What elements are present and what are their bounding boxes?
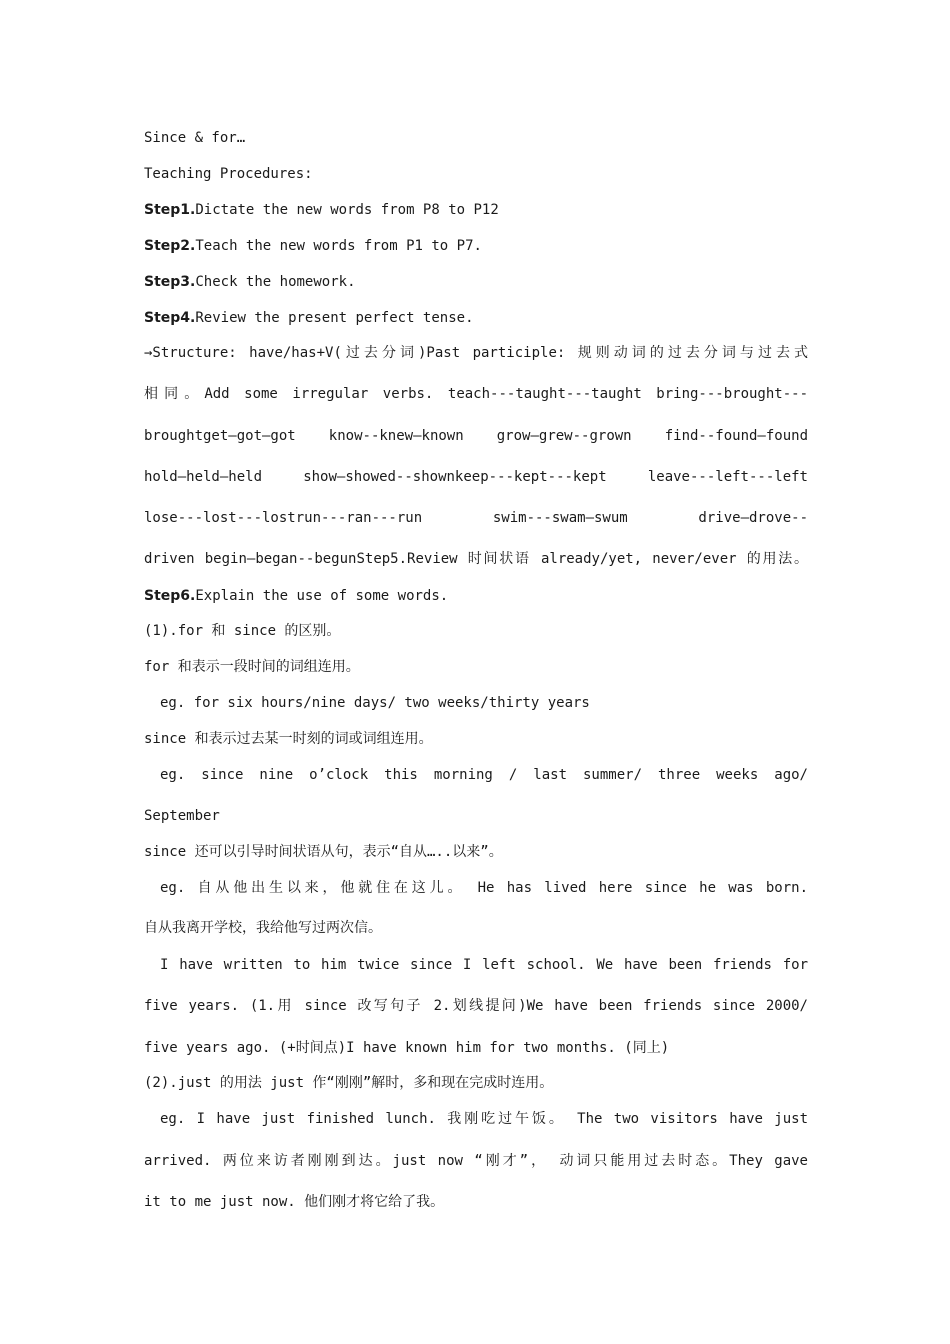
- step-1-text: Dictate the new words from P8 to P12: [195, 202, 499, 218]
- doc-title: Since & for…: [144, 130, 246, 146]
- step-4: [144, 308, 808, 328]
- written-line-2: five years. (1.用 since 改写句子 2.划线提问)We have been friends since 2000/: [144, 998, 808, 1014]
- since-clause-example: eg. 自从他出生以来，他就住在这儿。 He has lived here since he was born.: [160, 880, 808, 896]
- step-1: [144, 200, 808, 220]
- for-example: eg. for six hours/nine days/ two weeks/thirty years: [160, 695, 590, 711]
- step-6-label: Step6.: [144, 588, 196, 604]
- since-example-line-1: eg. since nine o’clock this morning / last summer/ three weeks ago/: [160, 767, 808, 783]
- just-heading: (2).just 的用法 just 作“刚刚”解时，多和现在完成时连用。: [144, 1075, 554, 1091]
- procedures-heading: Teaching Procedures:: [144, 166, 313, 182]
- structure-line-2: 相同。Add some irregular verbs. teach---taught---taught bring---brought---: [144, 386, 808, 402]
- for-since-heading: (1).for 和 since 的区别。: [144, 623, 341, 639]
- since-clause-chinese: 自从我离开学校，我给他写过两次信。: [144, 920, 382, 936]
- step-2: [144, 236, 808, 256]
- step-4-text: Review the present perfect tense.: [195, 310, 474, 326]
- step-3: [144, 272, 808, 292]
- step-3-text: Check the homework.: [195, 274, 356, 290]
- since-example-line-2: September: [144, 808, 220, 824]
- step-3-label: Step3.: [144, 274, 196, 290]
- for-rule: for 和表示一段时间的词组连用。: [144, 659, 360, 675]
- just-example-line-1: eg. I have just finished lunch. 我刚吃过午饭。 The two visitors have just: [160, 1111, 808, 1127]
- written-line-3: five years ago. (+时间点)I have known him for two months. (同上): [144, 1040, 670, 1056]
- step-6-text: Explain the use of some words.: [195, 588, 449, 604]
- just-example-line-3: it to me just now. 他们刚才将它给了我。: [144, 1194, 445, 1210]
- verbs-line-5: lose---lost---lostrun---ran---run swim---swam—swum drive—drove--: [144, 510, 808, 526]
- step-2-label: Step2.: [144, 238, 196, 254]
- verbs-line-4: hold—held—held show—showed--shownkeep---kept---kept leave---left---left: [144, 469, 808, 485]
- verbs-line-3: broughtget—got—got know--knew—known grow—grew--grown find--found—found: [144, 428, 808, 444]
- step-2-text: Teach the new words from P1 to P7.: [195, 238, 482, 254]
- step-6: [144, 586, 808, 606]
- verbs-line-6: driven begin—began--begunStep5.Review 时间状语 already/yet, never/ever 的用法。: [144, 551, 808, 567]
- since-rule: since 和表示过去某一时刻的词或词组连用。: [144, 731, 433, 747]
- written-line-1: I have written to him twice since I left school. We have been friends for: [160, 957, 808, 973]
- just-example-line-2: arrived. 两位来访者刚刚到达。just now “刚才”， 动词只能用过去时态。They gave: [144, 1153, 808, 1169]
- step-1-label: Step1.: [144, 202, 196, 218]
- step-4-label: Step4.: [144, 310, 196, 326]
- since-clause-rule: since 还可以引导时间状语从句，表示“自从…..以来”。: [144, 844, 503, 860]
- structure-line-1: →Structure: have/has+V(过去分词)Past participle: 规则动词的过去分词与过去式: [144, 345, 808, 361]
